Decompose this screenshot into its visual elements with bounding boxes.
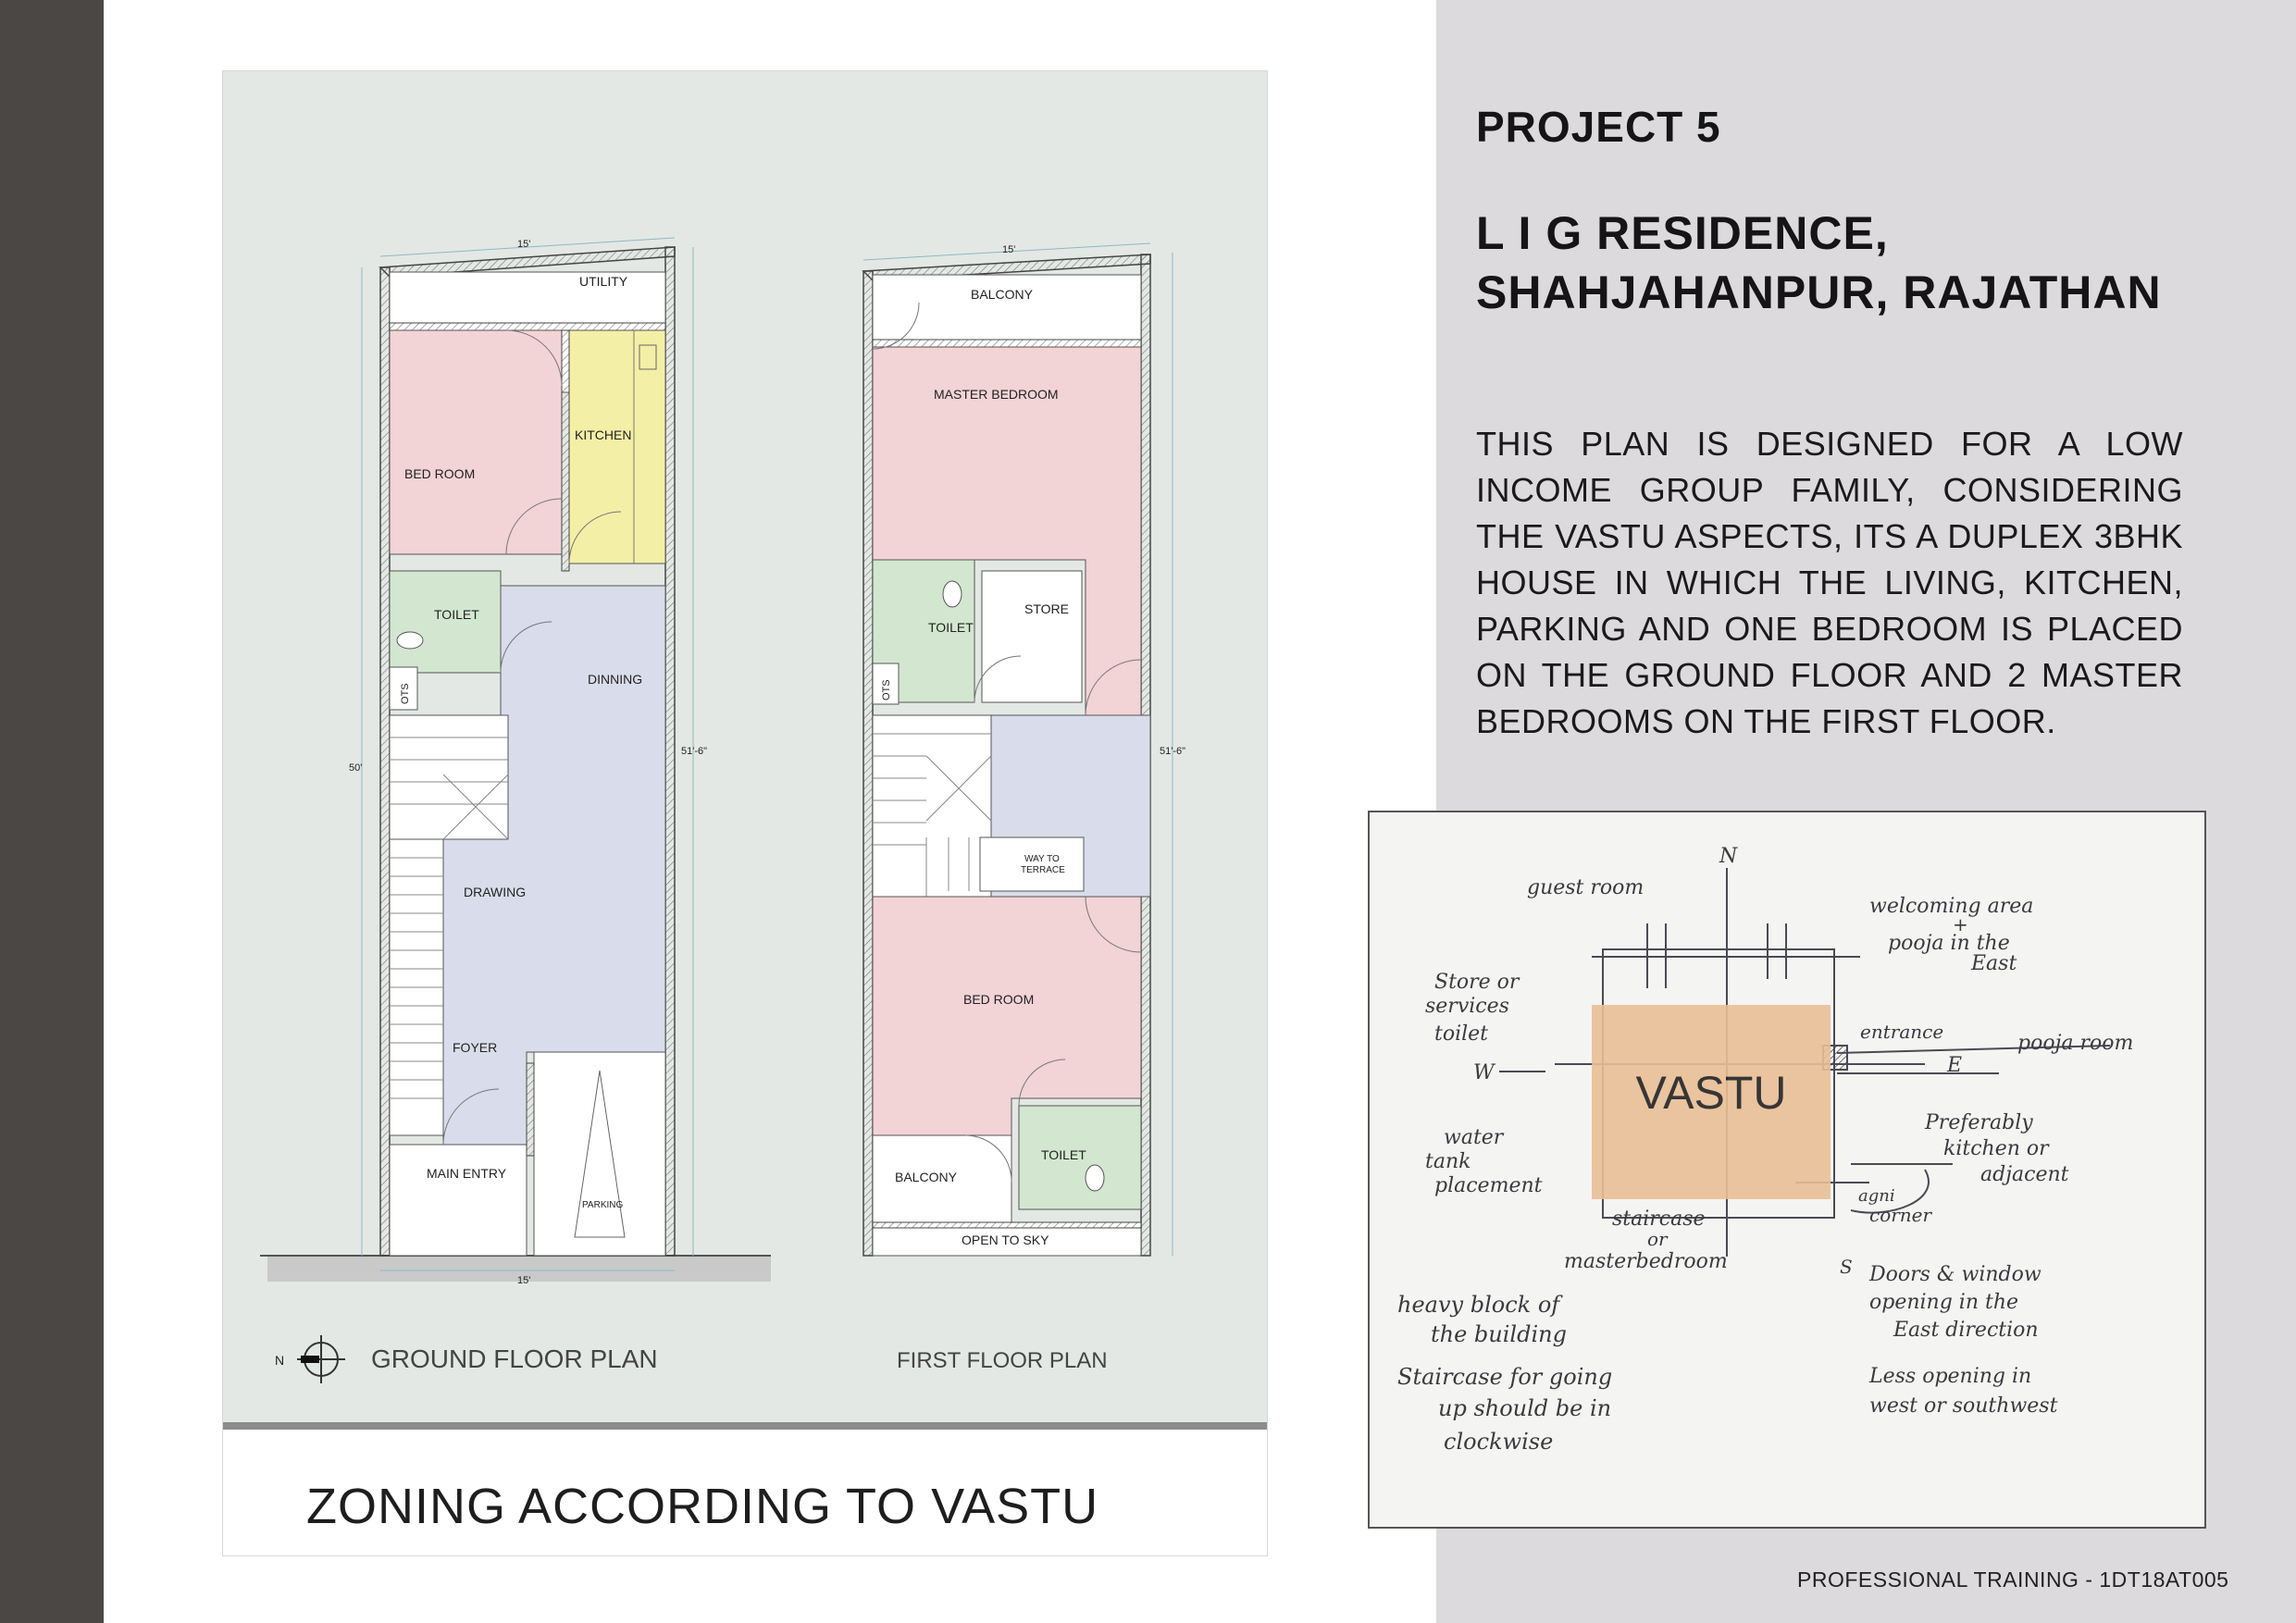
ff-label-bedroom: BED ROOM xyxy=(963,992,1035,1007)
gf-kitchen xyxy=(569,330,665,564)
first-floor-caption: FIRST FLOOR PLAN xyxy=(897,1348,1108,1373)
ff-label-open-to-sky: OPEN TO SKY xyxy=(962,1233,1049,1247)
gf-wall-right xyxy=(665,247,675,1256)
gf-dim-left: 50' xyxy=(349,762,363,774)
ff-balcony-wall xyxy=(873,340,1141,347)
north-arrow-icon xyxy=(297,1335,345,1383)
sketch-welcoming-3: pooja in the xyxy=(1888,932,2010,955)
ff-open-sky-wall xyxy=(873,1222,1141,1228)
ff-terrace-stair xyxy=(980,837,1084,891)
ff-wc-top xyxy=(943,581,962,607)
ff-store xyxy=(982,571,1082,702)
sketch-pref-2: kitchen or xyxy=(1943,1137,2049,1160)
sketch-entrance: entrance xyxy=(1860,1021,1944,1043)
sketch-less-2: west or southwest xyxy=(1869,1394,2058,1418)
ff-label-balcony-bottom: BALCONY xyxy=(895,1170,957,1184)
ground-floor-plan xyxy=(260,238,771,1286)
ff-dim-right: 51'-6" xyxy=(1160,746,1186,757)
gf-dim-bottom: 15' xyxy=(517,1275,531,1286)
ff-label-balcony-top: BALCONY xyxy=(971,287,1033,302)
gf-wc xyxy=(397,632,423,649)
sketch-stairs-up-2: up should be in xyxy=(1438,1395,1612,1421)
north-label: N xyxy=(275,1353,285,1368)
gf-parking xyxy=(534,1052,665,1256)
gf-label-main-entry: MAIN ENTRY xyxy=(427,1166,507,1181)
sketch-east: E xyxy=(1947,1054,1963,1077)
gf-dim-right: 51'-6" xyxy=(681,746,708,757)
gf-main-entry xyxy=(390,1145,527,1256)
gf-label-dinning: DINNING xyxy=(588,672,643,687)
sketch-pref-1: Preferably xyxy=(1925,1111,2033,1134)
gf-label-kitchen: KITCHEN xyxy=(575,427,632,442)
gf-dim-top: 15' xyxy=(517,239,531,250)
sketch-stairs-up-3: clockwise xyxy=(1444,1429,1554,1455)
footer-text: PROFESSIONAL TRAINING - 1DT18AT005 xyxy=(1797,1567,2229,1592)
gf-label-foyer: FOYER xyxy=(453,1040,498,1055)
ff-label-toilet-bottom: TOILET xyxy=(1041,1147,1086,1162)
ff-label-terrace: TERRACE xyxy=(1021,865,1065,875)
vastu-sketch xyxy=(1368,811,2206,1529)
gf-stair-upper xyxy=(390,715,508,839)
gf-entry-wall xyxy=(527,1063,534,1156)
project-number: PROJECT 5 xyxy=(1476,103,1721,151)
sketch-water-1: water xyxy=(1444,1126,1504,1149)
sketch-less-1: Less opening in xyxy=(1869,1365,2032,1388)
sketch-stair-1: staircase xyxy=(1612,1208,1706,1231)
gf-partition xyxy=(562,330,569,571)
ff-wc-bottom xyxy=(1086,1165,1104,1191)
ff-wall-left xyxy=(863,271,873,1256)
project-title-line2: SHAHJAHANPUR, RAJATHAN xyxy=(1476,266,2162,318)
sketch-doors-2: opening in the xyxy=(1869,1291,2019,1314)
sketch-welcoming-1: welcoming area xyxy=(1869,895,2034,918)
ff-dim-top: 15' xyxy=(1002,244,1016,255)
vastu-zone-box xyxy=(1592,1005,1831,1199)
project-title xyxy=(1476,204,2162,322)
sketch-pref-3: adjacent xyxy=(1980,1163,2069,1186)
gf-label-utility: UTILITY xyxy=(579,274,628,289)
sketch-stair-2: or xyxy=(1647,1228,1668,1250)
ground-floor-caption: GROUND FLOOR PLAN xyxy=(371,1344,658,1373)
sketch-store-2: services xyxy=(1425,995,1509,1018)
ff-label-master-bedroom: MASTER BEDROOM xyxy=(934,387,1059,402)
project-title-line1: L I G RESIDENCE, xyxy=(1476,207,1889,259)
sketch-north: N xyxy=(1719,845,1738,868)
sketch-guest-room: guest room xyxy=(1527,876,1644,899)
sketch-stair-3: masterbedroom xyxy=(1564,1250,1728,1273)
ff-label-toilet-top: TOILET xyxy=(928,620,974,635)
first-floor-plan xyxy=(863,243,1185,1256)
ff-bedroom xyxy=(873,897,1141,1135)
sketch-store-1: Store or xyxy=(1434,971,1520,994)
floor-plans-drawing xyxy=(223,71,1267,1422)
sketch-heavy-1: heavy block of xyxy=(1397,1292,1560,1318)
gf-label-bedroom: BED ROOM xyxy=(404,466,476,481)
sketch-doors-3: East direction xyxy=(1893,1319,2039,1342)
gf-label-drawing: DRAWING xyxy=(464,885,527,899)
vastu-label: VASTU xyxy=(1635,1067,1787,1119)
sketch-west: W xyxy=(1473,1061,1495,1084)
sketch-stairs-up-1: Staircase for going xyxy=(1397,1364,1613,1390)
left-accent-bar xyxy=(0,0,104,1623)
sketch-welcoming-2: + xyxy=(1953,913,1968,935)
gf-wall-left xyxy=(380,267,390,1256)
gf-label-toilet: TOILET xyxy=(434,607,479,622)
sketch-water-3: placement xyxy=(1434,1174,1543,1197)
sketch-doors-1: Doors & window xyxy=(1869,1263,2042,1286)
sketch-south: S xyxy=(1840,1256,1853,1278)
gf-toilet xyxy=(390,571,501,673)
gf-label-ots: OTS xyxy=(400,683,411,704)
plan-sheet xyxy=(222,70,1268,1556)
gf-utility-wall xyxy=(390,323,665,330)
ff-label-way-to: WAY TO xyxy=(1024,854,1060,864)
sketch-heavy-2: the building xyxy=(1431,1321,1567,1347)
ff-label-ots: OTS xyxy=(881,679,892,700)
sketch-welcoming-4: East xyxy=(1971,952,2017,975)
sketch-pooja-room: pooja room xyxy=(2017,1032,2134,1055)
gf-label-parking: PARKING xyxy=(582,1200,624,1210)
sketch-agni-2: corner xyxy=(1869,1204,1932,1226)
sketch-water-2: tank xyxy=(1425,1150,1471,1173)
zoning-title: ZONING ACCORDING TO VASTU xyxy=(306,1479,1099,1534)
project-description: THIS PLAN IS DESIGNED FOR A LOW INCOME GROUP FAMILY, CONSIDERING THE VASTU ASPECTS, ITS A DUPLEX 3BHK HOUSE IN WHICH THE LIVING, KITCHEN, PARKING AND ONE BEDROOM IS PLACED ON THE GROUND FLOOR AND 2 MASTER BEDROOMS ON THE FIRST FLOOR. xyxy=(1476,425,2183,740)
plan-divider xyxy=(223,1422,1267,1430)
sketch-agni-1: agni xyxy=(1858,1186,1895,1206)
ff-label-store: STORE xyxy=(1024,601,1069,616)
sketch-store-3: toilet xyxy=(1434,1022,1489,1046)
gf-bedroom xyxy=(390,330,562,554)
